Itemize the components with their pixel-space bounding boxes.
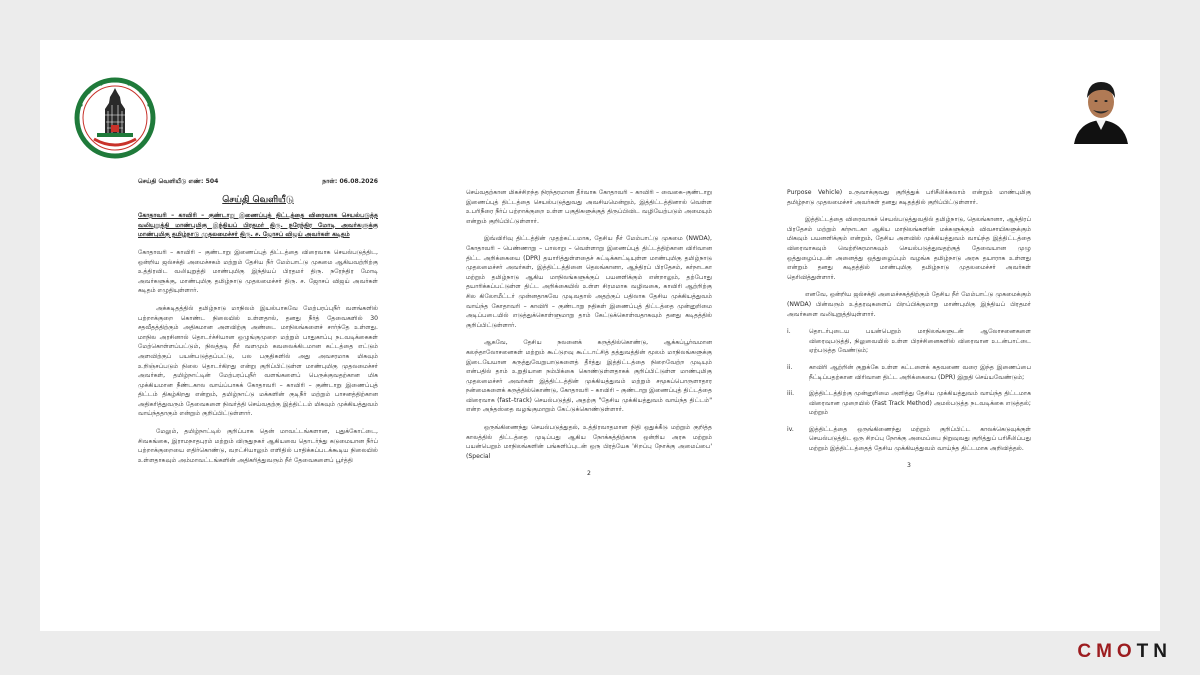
list-item: iii. இத்திட்டத்திற்கு முன்னுரிமை அளித்து தேசிய முக்கியத்துவம் வாய்ந்த திட்டமாக விரைவான முறையில் (Fast Track Method) அமல்படுத்த நடவடிக்கை எடுத்தல்; மற்றும் [809,389,1031,418]
list-item: ii. காவிரி ஆற்றின் குறுக்கே உள்ள கட்டளைக் கதவணை வரை இந்த இணைப்பை நீட்டிப்பதற்கான விரிவான திட்ட அறிக்கையை (DPR) இறுதி செய்யவேண்டும்; [809,363,1031,382]
list-item: iv. இத்திட்டத்தை ஒருங்கிணைந்து மற்றும் குறிப்பிட்ட காலக்கெடுவுக்குள் செயல்படுத்திட ஒரு சிறப்பு நோக்கு அமைப்பை நிறுவுவது குறித்துப் பரிசீலிப்பது மற்றும் இத்திட்டத்தைத் தேசிய முக்கியத்துவம் வாய்ந்த திட்டமாக அறிவித்தல். [809,425,1031,454]
chief-minister-portrait [1070,70,1132,144]
paragraph: செய்வதற்கான மிகச்சிறந்த நிரந்தரமான தீர்வாக கோதாவரி – காவிரி – வைகை–குண்டாறு இணைப்புத் திட்டத்தை செயல்படுத்துவது அவசியமென்றும், இத்திட்டத்தினால் வெள்ள உபரிநீரை நீர்ப் பற்றாக்குறை உள்ள பகுதிகளுக்குத் திருப்பிவிட வழியேற்படும் அமையும் என்றும் குறிப்பிட்டுள்ளார். [466,189,712,225]
tamil-nadu-emblem [72,75,158,161]
page-number: 3 [907,461,911,469]
list-item: i. தொடர்புடைய பயன்பெறும் மாநிலங்களுடன் ஆலோசனைகளை விரைவுபடுத்தி, நிலுவையில் உள்ள பிரச்சினைகளில் விரைவான உடன்பாட்டை ஏற்படுத்த வேண்டும்; [809,327,1031,356]
paragraph: கோதாவரி – காவிரி – குண்டாறு இணைப்புத் திட்டத்தை விரைவாக செயல்படுத்திட, ஒன்றிய ஜல்சக்தி அமைச்சகம் மற்றும் தேசிய நீர் மேம்பாட்டு முகமை ஆகியவற்றிற்கு உத்திரவிட வலியுறுத்தி மாண்புமிகு இந்தியப் பிரதமர் திரு. நரேந்திர மோடி அவர்களுக்கு, மாண்புமிகு தமிழ்நாடு முதலமைச்சர் திரு. ச. ஜோசப் விஜய் அவர்கள் கடிதம் எழுதியுள்ளார். [138,248,378,295]
paragraph: இவ்விரிவு திட்டத்தின் முதற்கட்டமாக, தேசிய நீர் மேம்பாட்டு முகமை (NWDA), கோதாவரி – பெண்ணாறு – பாலாறு – வெள்ளாறு இணைப்புத் திட்டத்திற்கான விரிவான திட்ட அறிக்கையை (DPR) தயாரித்துள்ளதைச் சுட்டிக்காட்டியுள்ள மாண்புமிகு தமிழ்நாடு முதலமைச்சர் அவர்கள், இத்திட்டத்தினை தெலங்கானா, ஆந்திரப் பிரதேசம், கர்நாடகா மற்றும் தமிழ்நாடு ஆகிய மாநிலங்களுக்குப் பயனளிக்கும் என்றாலும், தற்போது தயாரிக்கப்பட்டுள்ள திட்ட அறிக்கையில் உள்ள சிரமமாக வழிவகை, காவிரி ஆற்றிற்கு சில கிலோமீட்டர் முன்னதாகவே முடிவதால் அதற்குப் பதிலாக தேசிய முக்கியத்துவம் வாய்ந்த கோதாவரி – காவிரி – குண்டாறு நதிகள் இணைப்புத் திட்டத்தை முன்னுரிமை அடிப்படையில் எடுத்துக்கொள்ளுமாறு தாம் கேட்டுக்கொள்வதாகவும் தனது கடிதத்தில் குறிப்பிட்டுள்ளார். [466,235,712,329]
release-heading: செய்தி வெளியீடு [222,194,294,205]
paragraph: எனவே, ஒன்றிய ஜல்சக்தி அமைச்சகத்திற்கும் தேசிய நீர் மேம்பாட்டு முகமைக்கும் (NWDA) பின்வரும் உத்தரவுகளைப் பிறப்பிக்குமாறு மாண்புமிகு இந்தியப் பிரதமர் அவர்களை வலியுறுத்தியுள்ளார். [787,291,1031,318]
release-subject: கோதாவரி – காவிரி – குண்டாறு இணைப்புத் திட்டத்தை விரைவாக செயல்படுத்த வலியுறுத்தி மாண்புமிகு இந்தியப் பிரதமர் திரு. நரேந்திர மோடி அவர்களுக்கு மாண்புமிகு தமிழ்நாடு முதலமைச்சர் திரு. ச. ஜோசப் விஜய் அவர்கள் கடிதம் [138,212,378,239]
paragraph: அக்கடிதத்தில் தமிழ்நாடு மாநிலம் இயல்பாகவே மேற்பரப்புநீர் வளங்களில் பற்றாக்குறை கொண்ட நிலையில் உள்ளதால், தனது நீர்த் தேவைகளில் 30 சதவீதத்திற்கும் அதிகமான அளவிற்கு அண்டை மாநிலங்களைச் சார்ந்தே உள்ளது. மாநில அரசினால் தொடர்ச்சியான ஒழுங்குமுறை மற்றும் பாதுகாப்பு நடவடிக்கைகள் மேற்கொள்ளப்பட்டும், நிலத்தடி நீர் வளமும் கவலைக்கிடமான கட்டத்தை எட்டும் அளவிற்குப் பயன்படுத்தப்பட்டு, பல பகுதிகளில் அது அவசரமாக மிகவும் உறிஞ்சப்படும் நிலை தொடர்கிறது என்று குறிப்பிட்டுள்ள மாண்புமிகு முதலமைச்சர் அவர்கள், தமிழ்நாட்டின் மேற்பரப்புநீர் வளங்களைப் பெருக்குவதற்கான மிக முக்கியமான நீண்டகால வாய்ப்பாகக் கோதாவரி – காவிரி – குண்டாறு இணைப்புத் திட்டம் திகழ்கிறது என்றும், தமிழ்நாட்டு மக்களின் குடிநீர் மற்றும் பாசனத்திற்கான அதிகரித்துவரும் தேவைகளை நிவர்த்தி செய்வதற்கு இத்திட்டம் மிகவும் முக்கியத்துவம் வாய்ந்ததாகும் என்றும் குறிப்பிட்டுள்ளார். [138,304,378,418]
request-list [787,327,1031,454]
page-number: 2 [587,470,591,478]
paragraph: இத்திட்டத்தை விரைவாகச் செயல்படுத்துவதில் தமிழ்நாடு, தெலங்கானா, ஆந்திரப் பிரதேசம் மற்றும் கர்நாடகா ஆகிய மாநிலங்களின் மக்களுக்கும் விவசாயிகளுக்கும் மிகவும் பயனளிக்கும் என்றும், தேசிய அளவில் முக்கியத்துவம் வாய்ந்த இத்திட்டத்தை விரைவாகவும் வெற்றிகரமாகவும் செயல்படுத்துவதற்குத் தேவையான முழு ஒத்துழைப்புடன் அனைத்து ஒத்துழைப்பும் வழங்க தமிழ்நாடு அரசு தயாராக உள்ளது என்றும் தனது கடிதத்தில் மாண்புமிகு தமிழ்நாடு முதலமைச்சர் அவர்கள் தெரிவித்துள்ளார். [787,216,1031,281]
page-3-column [787,188,1031,470]
portrait-image [1070,70,1132,144]
cmotn-logo [1077,641,1172,663]
paragraph: Purpose Vehicle) உருவாக்குவது குறித்துக் பரிசீலிக்கலாம் என்றும் மாண்புமிகு தமிழ்நாடு முதலமைச்சர் அவர்கள் தனது கடிதத்தில் குறிப்பிட்டுள்ளார். [787,189,1031,206]
brand-tn: TN [1136,641,1172,662]
press-release-sheet [40,40,1160,631]
release-date: நாள்: 06.08.2026 [322,178,378,185]
paragraph: ஒருங்கிணைந்து செயல்படுத்துதல், உத்திரவாதமான நிதி ஒதுக்கீடு மற்றும் குறித்த காலத்தில் திட்டத்தை முடிப்பது ஆகிய நோக்கத்திற்காக ஒன்றிய அரசு மற்றும் பயன்பெறும் மாநிலங்களின் பங்களிப்புடன் ஒரு பிரத்யேக 'சிறப்பு நோக்கு அமைப்பை' (Special [466,424,712,460]
release-number: செய்தி வெளியீடு எண்: 504 [138,178,219,185]
paragraph: ஆகவே, தேசிய நலனைக் கருத்தில்கொண்டு, ஆக்கப்பூர்வமான கலந்தாலோசனைகள் மற்றும் கூட்டுறவு கூட்டாட்சித் தத்துவத்தின் மூலம் மாநிலங்களுக்கு இடையேயான கருத்துவேறுபாடுகளைத் தீர்த்து இத்திட்டத்தை நிறைவேற்ற முடியும் என்பதில் தாம் உறுதியான நம்பிக்கை கொண்டுள்ளதாகக் குறிப்பிட்டுள்ள மாண்புமிகு முதலமைச்சர் அவர்கள் இத்திட்டத்தின் முக்கியத்துவம் மற்றும் சமூகப்பொருளாதார நன்மைகளைக் கருத்தில்கொண்டு, கோதாவரி – காவிரி – குண்டாறு இணைப்புத் திட்டத்தை விரைவாக (fast–track) செயல்படுத்தி, அதற்கு "தேசிய முக்கியத்துவம் வாய்ந்த திட்டம்" என்ற அந்தஸ்தை வழங்குமாறும் கேட்டுக்கொண்டுள்ளார். [466,339,712,414]
page-2-column [466,188,712,479]
release-meta [138,177,378,187]
brand-cmo: CMO [1077,641,1137,662]
page-1-column [138,177,378,473]
emblem-icon [72,75,158,161]
paragraph: மேலும், தமிழ்நாட்டில் குறிப்பாக தென் மாவட்டங்களான, புதுக்கோட்டை, சிவகங்கை, இராமநாதபுரம் மற்றும் விருதுநகர் ஆகியவை தொடர்ந்து கடுமையான நீர்ப் பற்றாக்குறையை எதிர்கொண்டு, வறட்சியாலும் எளிதில் பாதிக்கப்படக்கூடிய நிலையில் உள்ளதாகவும் அம்மாவட்டங்களின் அதிகரித்துவரும் நீர் தேவைகளைப் பூர்த்தி [138,428,378,464]
